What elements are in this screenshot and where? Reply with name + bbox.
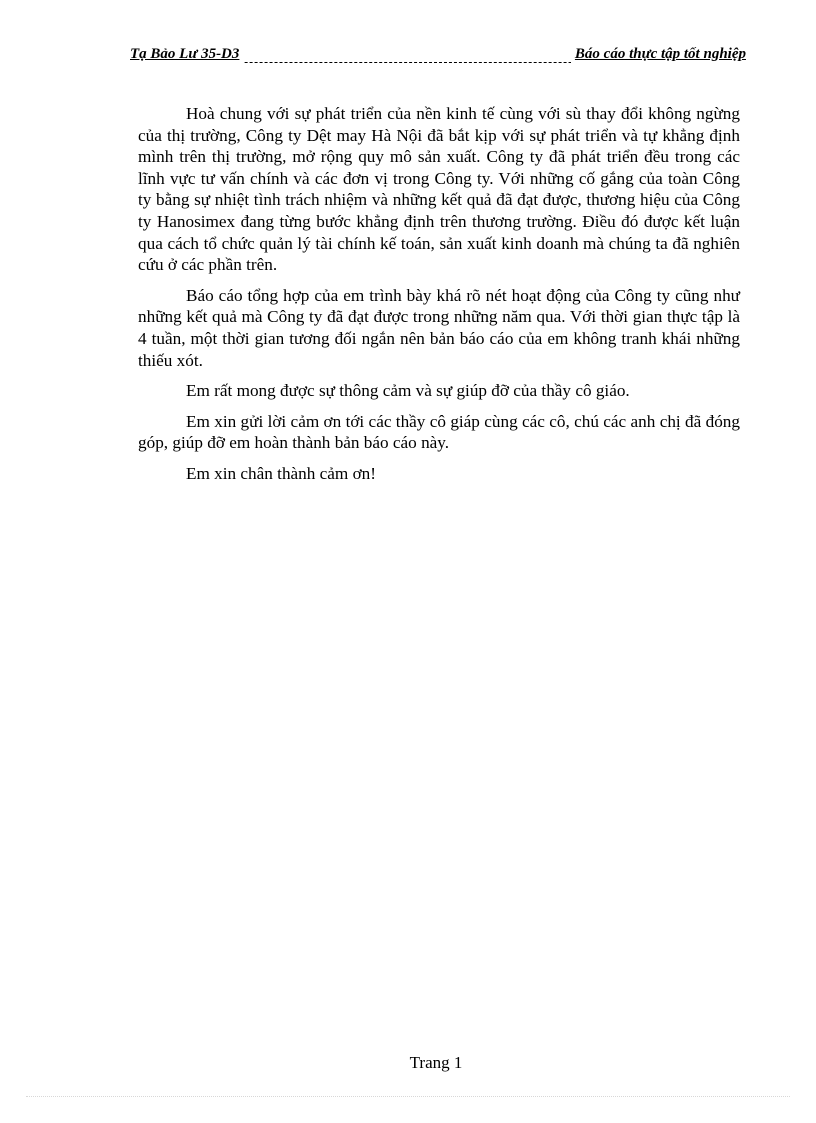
page-header: [130, 46, 746, 68]
paragraph-thanks-teachers: Em xin gửi lời cảm ơn tới các thầy cô giáp cùng các cô, chú các anh chị đã đóng góp, giúp đỡ em hoàn thành bản báo cáo này.: [138, 411, 740, 453]
paragraph-intro: Hoà chung với sự phát triển của nền kinh tế cùng với sù thay đổi không ngừng của thị trường, Công ty Dệt may Hà Nội đã bắt kịp với sự phát triển và tự khẳng định mình trên thị trường, mở rộng quy mô sản xuất. Công ty đã phát triển đều trong các lĩnh vực tư vấn chính và các đơn vị trong Công ty. Với những cố gắng của toàn Công ty bằng sự nhiệt tình trách nhiệm và những kết quả đã đạt được, thương hiệu của Công ty Hanosimex đang từng bước khẳng định trên thương trường. Điều đó được kết luận qua cách tổ chức quản lý tài chính kế toán, sản xuất kinh doanh mà chúng ta đã nghiên cứu ở các phần trên.: [138, 104, 740, 275]
paragraph-request: Em rất mong được sự thông cảm và sự giúp đỡ của thầy cô giáo.: [186, 381, 630, 401]
header-author: Tạ Bảo Lư 35-D3: [130, 46, 243, 63]
paragraph-closing: Em xin chân thành cảm ơn!: [186, 463, 376, 483]
page-bottom-rule: [26, 1096, 790, 1097]
paragraph-report-summary: Báo cáo tổng hợp của em trình bày khá rõ nét hoạt động của Công ty cũng như những kết quả mà Công ty đã đạt được trong những năm qua. Với thời gian thực tập là 4 tuần, một thời gian tương đối ngắn nên bản báo cáo của em không tranh khái những thiếu xót.: [138, 285, 740, 370]
document-body: [138, 103, 740, 494]
header-title: Báo cáo thực tập tốt nghiệp: [571, 46, 746, 63]
page-number: Trang 1: [409, 1053, 463, 1072]
